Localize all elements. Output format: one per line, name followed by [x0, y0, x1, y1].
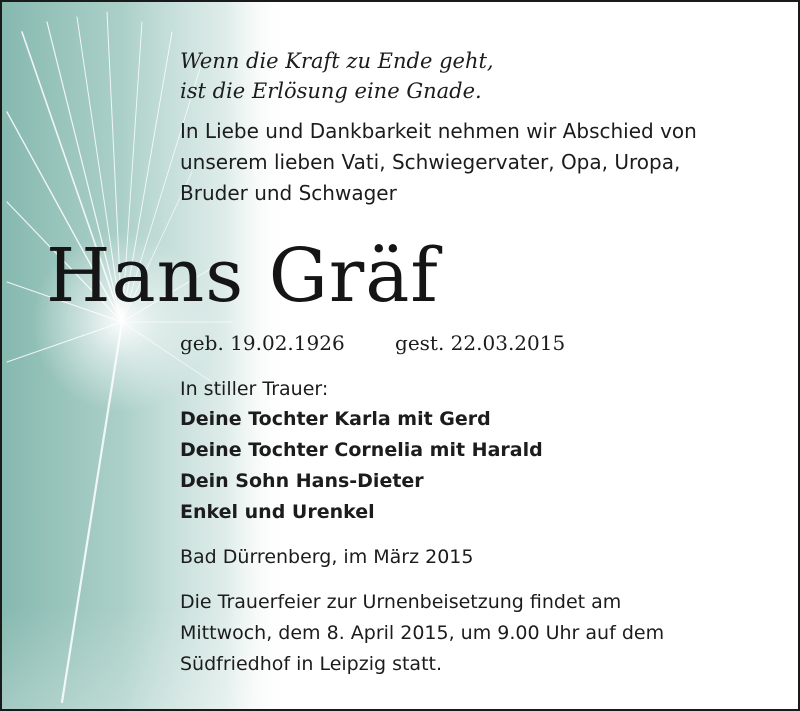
intro-line: unserem lieben Vati, Schwiegervater, Opa, Uropa, [180, 150, 681, 174]
death-date: gest. 22.03.2015 [395, 331, 566, 355]
mourner: Enkel und Urenkel [180, 501, 375, 523]
mourner: Deine Tochter Cornelia mit Harald [180, 439, 543, 461]
verse [180, 46, 494, 106]
mourning-label: In stiller Trauer: [180, 378, 329, 400]
mourner: Dein Sohn Hans-Dieter [180, 470, 424, 492]
ceremony-line: Die Trauerfeier zur Urnenbeisetzung findet am [180, 591, 622, 613]
verse-line: ist die Erlösung eine Gnade. [180, 79, 482, 103]
intro-line: In Liebe und Dankbarkeit nehmen wir Abschied von [180, 119, 697, 143]
farewell-intro [180, 116, 697, 209]
deceased-name: Hans Gräf [46, 233, 439, 319]
mourner: Deine Tochter Karla mit Gerd [180, 408, 491, 430]
birth-date: geb. 19.02.1926 [180, 331, 345, 355]
mourners-list [180, 404, 543, 528]
intro-line: Bruder und Schwager [180, 181, 397, 205]
verse-line: Wenn die Kraft zu Ende geht, [180, 49, 494, 73]
ceremony-notice [180, 587, 664, 680]
life-dates [180, 328, 565, 358]
place-and-date: Bad Dürrenberg, im März 2015 [180, 546, 474, 568]
ceremony-line: Mittwoch, dem 8. April 2015, um 9.00 Uhr auf dem [180, 622, 665, 644]
ceremony-line: Südfriedhof in Leipzig statt. [180, 653, 443, 675]
